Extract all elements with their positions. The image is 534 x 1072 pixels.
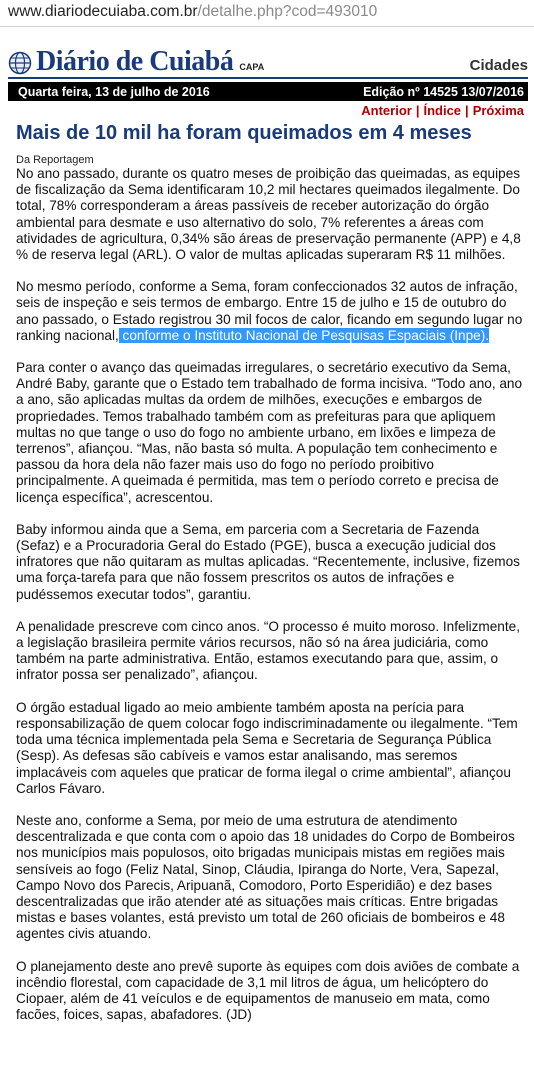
paragraph: O planejamento deste ano prevê suporte às equipes com dois aviões de combate a incêndio florestal, com capacidade de 3,1 mil litros de água, um helicóptero do Ciopaer, além de 41 veículos e de equipamentos de manuseio em mata, como facões, foices, sapas, abafadores. (JD) bbox=[16, 958, 520, 1023]
nav-separator: | bbox=[465, 103, 469, 118]
edition-number: Edição nº 14525 13/07/2016 bbox=[363, 84, 524, 99]
paragraph: Baby informou ainda que a Sema, em parceria com a Secretaria de Fazenda (Sefaz) e a Procuradoria Geral do Estado (PGE), busca a execução judicial dos infratores que não quitaram as multas aplicadas. “Recentemente, inclusive, fizemos uma força-tarefa para que não fossem prescritos os autos de infrações e pudéssemos executar todos”, garantiu. bbox=[16, 521, 520, 602]
paragraph: A penalidade prescreve com cinco anos. “O processo é muito moroso. Infelizmente, a legislação brasileira permite vários recursos, não só na área judiciária, como também na parte administrativa. Então, estamos executando para que, assim, o infrator possa ser penalizado”, afiançou. bbox=[16, 618, 520, 683]
edition-bar bbox=[8, 82, 528, 101]
paragraph: Para conter o avanço das queimadas irregulares, o secretário executivo da Sema, André Baby, garante que o Estado tem trabalhado de forma incisiva. “Todo ano, ano a ano, são aplicadas multas da ordem de milhões, execuções e embargos de propriedades. Temos trabalhado também com as prefeituras para que apliquem multas no que tange o uso do fogo no ambiente urbano, em lixões e limpeza de terrenos”, afiançou. “Mas, não basta só multa. A população tem conhecimento e passou da hora dela não fazer mais uso do fogo no período proibitivo principalmente. A queimada é permitida, mas tem o período correto e precisa de licença específica”, acrescentou. bbox=[16, 360, 523, 505]
globe-icon bbox=[8, 51, 32, 75]
selected-text[interactable]: conforme o Instituto Nacional de Pesquisas Espaciais (Inpe). bbox=[118, 327, 490, 343]
paragraph: O órgão estadual ligado ao meio ambiente também aposta na perícia para responsabilização de quem colocar fogo indiscriminadamente ou ilegalmente. “Tem toda uma técnica implementada pela Sema e Secretaria de Segurança Pública (Sesp). As defesas são cabíveis e vamos estar analisando, mas seremos implacáveis com aqueles que praticar de forma ilegal o crime ambiental”, afiançou Carlos Fávaro. bbox=[16, 699, 518, 796]
edition-date: Quarta feira, 13 de julho de 2016 bbox=[18, 84, 210, 99]
logo[interactable] bbox=[8, 45, 264, 77]
index-link[interactable]: Índice bbox=[423, 103, 462, 118]
next-link[interactable]: Próxima bbox=[472, 103, 524, 118]
logo-suffix: CAPA bbox=[239, 62, 265, 72]
article-title: Mais de 10 mil ha foram queimados em 4 meses bbox=[16, 122, 472, 144]
header-rule bbox=[8, 77, 528, 79]
masthead bbox=[0, 27, 534, 82]
paragraph-text: No mesmo período, conforme a Sema, foram confeccionados 32 autos de infração, seis de inspeção e seis termos de embargo. Entre 15 de julho e 15 de outubro do ano passado, o Estado registrou 30 mil focos de calor, ficando em segundo lugar no ranking nacional, bbox=[16, 279, 523, 343]
url-host: www.diariodecuiaba.com.br bbox=[8, 3, 198, 20]
previous-link[interactable]: Anterior bbox=[361, 103, 412, 118]
section-title: Cidades bbox=[469, 57, 528, 74]
paragraph: No ano passado, durante os quatro meses de proibição das queimadas, as equipes de fiscalização da Sema identificaram 10,2 mil hectares queimados ilegalmente. Do total, 78% corresponderam a áreas passíveis de receber autorização do órgão ambiental para desmate e uso alternativo do solo, 7% referentes a áreas com atividades de agricultura, 0,34% são áreas de preservação permanente (APP) e 4,8 % de reserva legal (ARL). O valor de multas aplicadas superaram R$ 11 milhões. bbox=[16, 166, 521, 263]
url-path: /detalhe.php?cod=493010 bbox=[197, 3, 378, 20]
address-bar[interactable] bbox=[0, 0, 534, 27]
article-nav bbox=[0, 103, 534, 120]
logo-text: Diário de Cuiabá bbox=[36, 46, 234, 77]
nav-separator: | bbox=[415, 103, 420, 118]
paragraph bbox=[16, 279, 524, 344]
paragraph: Neste ano, conforme a Sema, por meio de uma estrutura de atendimento descentralizada e que conta com o apoio das 18 unidades do Corpo de Bombeiros nos municípios mais populosos, oito brigadas municipais mistas em regiões mais sensíveis ao fogo (Feliz Natal, Sinop, Cláudia, Ipiranga do Norte, Vera, Sapezal, Campo Novo dos Parecis, Aripuanã, Comodoro, Porto Esperidião) e dez bases descentralizadas que irão atender até as situações mais críticas. Entre brigadas mistas e bases volantes, está previsto um total de 260 oficiais de bombeiros e 48 agentes civis atuando. bbox=[16, 812, 515, 942]
article-body bbox=[16, 166, 524, 1023]
byline: Da Reportagem bbox=[16, 154, 94, 166]
